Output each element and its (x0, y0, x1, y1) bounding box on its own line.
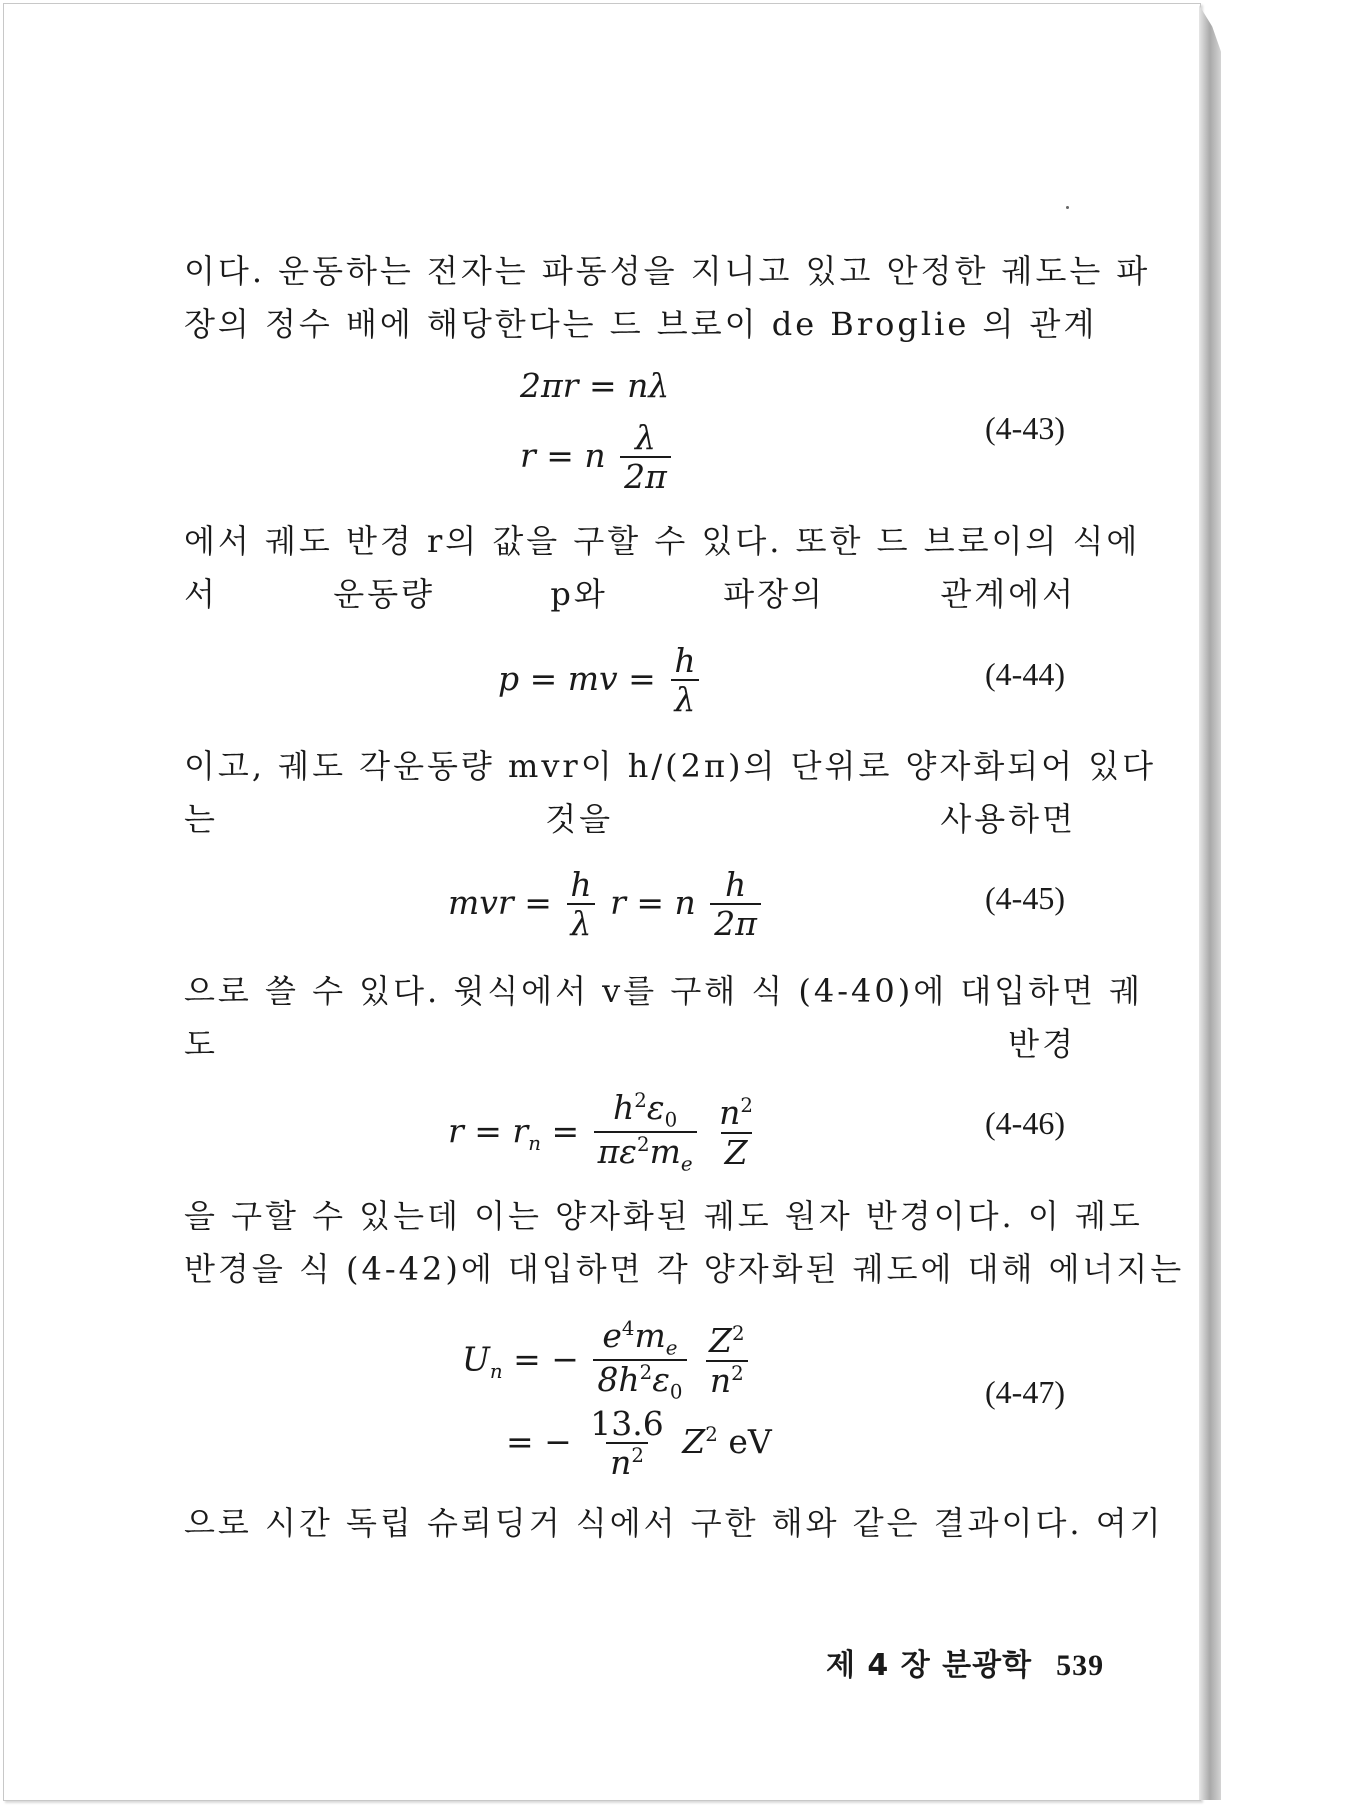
equation-4-43-line1: 2πr = nλ (520, 366, 670, 405)
eq-equals: = − (506, 1422, 572, 1462)
denominator: λ (567, 903, 596, 943)
denominator (593, 1359, 686, 1404)
symbol: n (719, 1093, 741, 1133)
numerator (715, 1095, 757, 1131)
denominator (594, 1131, 697, 1176)
subscript: e (680, 1152, 693, 1176)
eq-equals: = − (513, 1339, 579, 1379)
paragraph-2 (184, 515, 1141, 621)
numerator (609, 1090, 681, 1131)
fraction (620, 420, 671, 496)
text-line: 에서 궤도 반경 r의 값을 구할 수 있다. 또한 드 브로이의 식에 (184, 522, 1141, 560)
text-line: 이다. 운동하는 전자는 파동성을 지니고 있고 안정한 궤도는 파 (184, 252, 1151, 290)
numerator: h (725, 865, 747, 904)
superscript: 2 (637, 1133, 650, 1157)
eq-lhs: p = mv = (498, 659, 656, 699)
paragraph-1 (184, 245, 1151, 351)
denominator: 2π (710, 903, 761, 943)
symbol: m (634, 1316, 666, 1355)
denominator (606, 1442, 648, 1482)
subscript: 0 (664, 1108, 678, 1132)
subscript: n (528, 1131, 541, 1155)
text-line: 으로 시간 독립 슈뢰딩거 식에서 구한 해와 같은 결과이다. 여기 (184, 1504, 1164, 1542)
equation-number: (4-44) (985, 656, 1065, 692)
superscript: 2 (731, 1361, 744, 1385)
denominator: Z (721, 1132, 752, 1172)
symbol: m (649, 1132, 681, 1172)
superscript: 2 (740, 1094, 753, 1118)
fraction (566, 867, 595, 943)
subscript: n (489, 1359, 503, 1383)
symbol: ε (646, 1088, 665, 1127)
superscript: 2 (639, 1361, 653, 1385)
equation-4-43-line2 (520, 420, 675, 496)
eq-lhs: r = n (520, 436, 606, 476)
fraction (705, 1323, 749, 1399)
denominator (706, 1360, 748, 1400)
equation-4-46 (448, 1090, 761, 1177)
paragraph-5 (184, 1190, 1185, 1296)
chapter-title: 제 4 장 분광학 (826, 1648, 1033, 1683)
symbol: n (709, 1360, 732, 1400)
symbol: πε (597, 1132, 637, 1172)
text-line: 도 반경 (184, 1025, 1076, 1063)
fraction (715, 1095, 757, 1171)
paragraph-3 (184, 740, 1157, 846)
text-line: 서 운동량 p와 파장의 관계에서 (184, 575, 1076, 613)
speck (1066, 206, 1069, 209)
numerator: h (674, 641, 696, 680)
superscript: 2 (634, 1089, 647, 1112)
symbol: n (610, 1443, 632, 1483)
fraction (710, 867, 761, 943)
fraction (670, 643, 699, 719)
fraction (586, 1406, 667, 1482)
equation-number: (4-45) (985, 880, 1065, 916)
eq-middle: r = n (610, 883, 696, 923)
equation-number: (4-47) (985, 1374, 1065, 1410)
fraction (594, 1090, 697, 1177)
numerator: λ (635, 418, 656, 457)
fraction (593, 1318, 686, 1405)
text-line: 이고, 궤도 각운동량 mvr이 h/(2π)의 단위로 양자화되어 있다 (184, 747, 1157, 785)
denominator: λ (671, 679, 700, 719)
numerator: 13.6 (590, 1404, 664, 1443)
numerator: h (570, 865, 592, 904)
equation-number: (4-46) (985, 1105, 1065, 1141)
symbol: Z (709, 1321, 732, 1361)
numerator (705, 1323, 749, 1359)
numerator (598, 1318, 681, 1359)
eq-lhs: r = r (448, 1111, 529, 1151)
equation-4-47-line2 (506, 1406, 772, 1482)
subscript: e (665, 1336, 678, 1360)
superscript: 2 (631, 1444, 644, 1468)
page-number: 539 (1056, 1649, 1105, 1682)
superscript: 2 (705, 1423, 718, 1447)
symbol: 8h (597, 1360, 640, 1400)
text-line: 으로 쓸 수 있다. 윗식에서 v를 구해 식 (4-40)에 대입하면 궤 (184, 972, 1144, 1010)
paragraph-6 (184, 1497, 1164, 1550)
symbol: h (613, 1088, 635, 1127)
text-line: 장의 정수 배에 해당한다는 드 브로이 de Broglie 의 관계 (184, 305, 1098, 343)
eq-lhs: mvr = (448, 883, 552, 923)
running-footer (826, 1640, 1104, 1684)
unit: eV (728, 1422, 772, 1462)
symbol: e (602, 1316, 622, 1355)
eq-equals: = (551, 1111, 580, 1151)
superscript: 4 (621, 1317, 635, 1340)
symbol: Z (682, 1422, 706, 1462)
text-line: 반경을 식 (4-42)에 대입하면 각 양자화된 궤도에 대해 에너지는 (184, 1250, 1185, 1288)
equation-number: (4-43) (985, 410, 1065, 446)
equation-4-44 (498, 643, 704, 719)
text-line: 을 구할 수 있는데 이는 양자화된 궤도 원자 반경이다. 이 궤도 (184, 1197, 1143, 1235)
paragraph-4 (184, 965, 1144, 1071)
page-edge (1199, 5, 1221, 1800)
equation-4-45 (448, 867, 765, 943)
eq-lhs: U (462, 1339, 490, 1379)
subscript: 0 (669, 1380, 683, 1404)
equation-4-47-line1 (462, 1318, 753, 1405)
superscript: 2 (731, 1322, 745, 1346)
symbol: ε (652, 1360, 670, 1400)
text-line: 는 것을 사용하면 (184, 800, 1076, 838)
denominator: 2π (620, 456, 671, 496)
